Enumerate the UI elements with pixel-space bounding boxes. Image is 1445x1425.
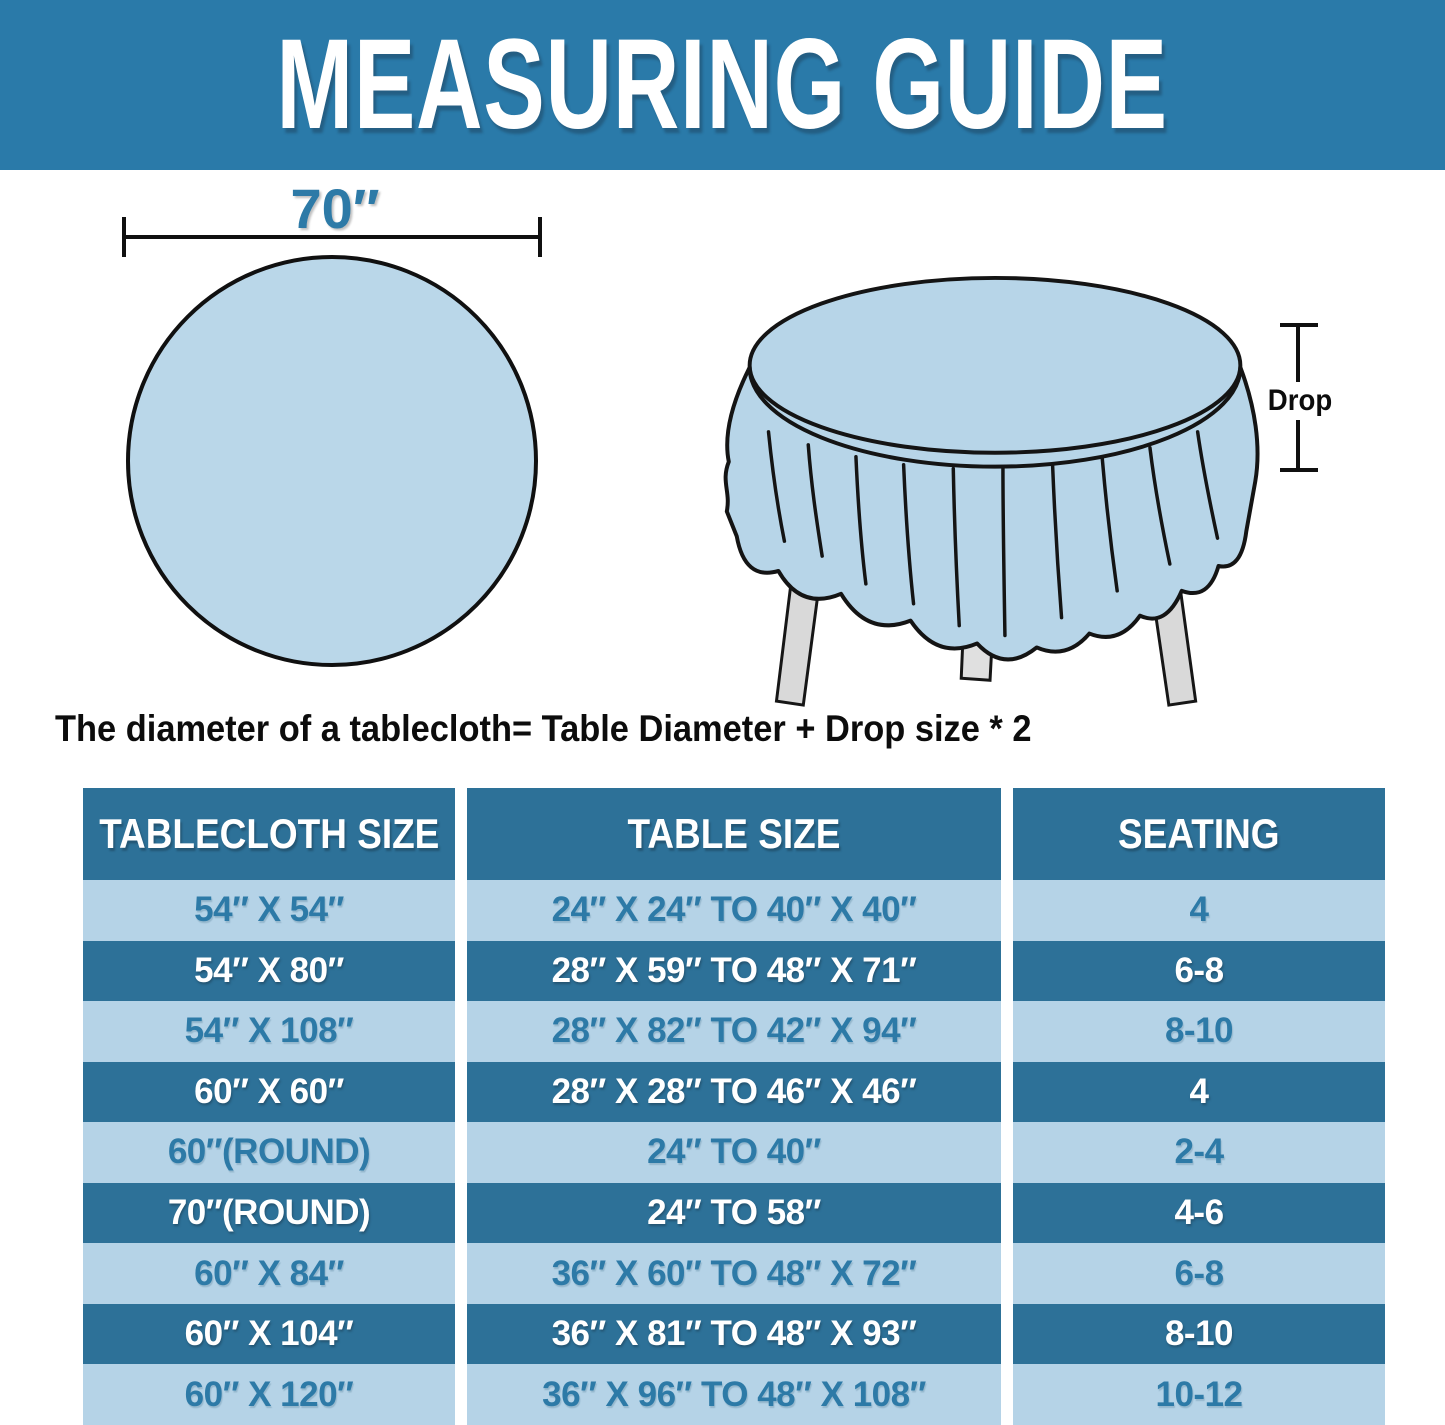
table-row xyxy=(83,880,1385,941)
drop-line-bottom xyxy=(1296,420,1300,468)
table-cell: 24″ X 24″ TO 40″ X 40″ xyxy=(467,880,1001,941)
table-cell: 28″ X 59″ TO 48″ X 71″ xyxy=(467,941,1001,1002)
page-title: MEASURING GUIDE xyxy=(276,13,1169,156)
size-table xyxy=(83,788,1385,1425)
table-row xyxy=(83,1364,1385,1425)
table-cell: 60″ X 60″ xyxy=(83,1062,455,1123)
table-cell: 4-6 xyxy=(1013,1183,1385,1244)
tabletop-ellipse xyxy=(750,278,1241,453)
table-cell: 36″ X 81″ TO 48″ X 93″ xyxy=(467,1304,1001,1365)
table-row xyxy=(83,1001,1385,1062)
table-cell: 54″ X 80″ xyxy=(83,941,455,1002)
column-header-seating: SEATING xyxy=(1013,788,1385,880)
column-header-tablecloth-size: TABLECLOTH SIZE xyxy=(83,788,455,880)
table-cell: 4 xyxy=(1013,1062,1385,1123)
header-banner xyxy=(0,0,1445,170)
drop-label: Drop xyxy=(1267,384,1333,417)
table-row xyxy=(83,1183,1385,1244)
table-cell: 70″(ROUND) xyxy=(83,1183,455,1244)
table-cell: 6-8 xyxy=(1013,941,1385,1002)
table-cell: 60″ X 104″ xyxy=(83,1304,455,1365)
table-row xyxy=(83,1062,1385,1123)
table-cell: 8-10 xyxy=(1013,1304,1385,1365)
table-with-tablecloth-illustration xyxy=(705,268,1285,715)
dimension-tick-right xyxy=(538,217,542,257)
table-cell: 24″ TO 58″ xyxy=(467,1183,1001,1244)
table-cell: 36″ X 96″ TO 48″ X 108″ xyxy=(467,1364,1001,1425)
table-cell: 24″ TO 40″ xyxy=(467,1122,1001,1183)
table-row xyxy=(83,941,1385,1002)
drop-tick-bottom xyxy=(1280,468,1318,472)
size-table-rows xyxy=(83,880,1385,1425)
table-cell: 60″(ROUND) xyxy=(83,1122,455,1183)
table-cell: 28″ X 82″ TO 42″ X 94″ xyxy=(467,1001,1001,1062)
table-cell: 60″ X 84″ xyxy=(83,1243,455,1304)
table-cell: 8-10 xyxy=(1013,1001,1385,1062)
column-header-table-size: TABLE SIZE xyxy=(467,788,1001,880)
size-table-header xyxy=(83,788,1385,880)
table-cell: 60″ X 120″ xyxy=(83,1364,455,1425)
table-row xyxy=(83,1122,1385,1183)
table-cell: 28″ X 28″ TO 46″ X 46″ xyxy=(467,1062,1001,1123)
table-row xyxy=(83,1304,1385,1365)
table-cell: 54″ X 108″ xyxy=(83,1001,455,1062)
table-cell: 10-12 xyxy=(1013,1364,1385,1425)
table-row xyxy=(83,1243,1385,1304)
drop-line-top xyxy=(1296,327,1300,382)
formula-text: The diameter of a tablecloth= Table Diameter + Drop size * 2 xyxy=(55,708,1032,749)
table-cell: 6-8 xyxy=(1013,1243,1385,1304)
round-tablecloth-diagram xyxy=(126,255,538,667)
diameter-label: 70″ xyxy=(290,177,380,240)
table-cell: 54″ X 54″ xyxy=(83,880,455,941)
table-cell: 4 xyxy=(1013,880,1385,941)
table-cell: 36″ X 60″ TO 48″ X 72″ xyxy=(467,1243,1001,1304)
table-cell: 2-4 xyxy=(1013,1122,1385,1183)
